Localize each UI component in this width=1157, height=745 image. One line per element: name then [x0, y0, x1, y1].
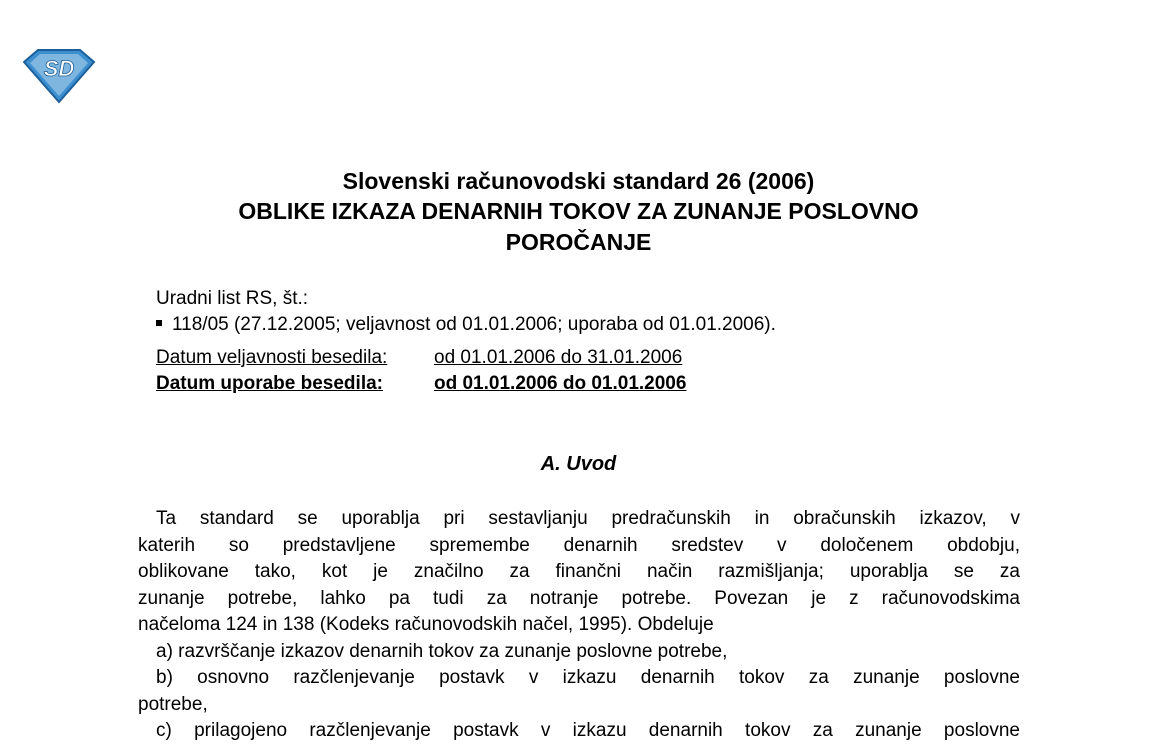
use-date-value: od 01.01.2006 do 01.01.2006	[434, 373, 687, 394]
list-item-b-cont: potrebe,	[138, 693, 208, 715]
paragraph-line: načeloma 124 in 138 (Kodeks računovodskih načel, 1995). Obdeluje	[138, 614, 714, 635]
sd-logo-icon	[22, 48, 96, 104]
paragraph-line: Ta standard se uporablja pri sestavljanju predračunskih in obračunskih izkazov, v	[156, 508, 1020, 529]
validity-date-label: Datum veljavnosti besedila:	[156, 347, 388, 368]
intro-paragraph	[138, 506, 1020, 745]
paragraph-line: zunanje potrebe, lahko pa tudi za notranje potrebe. Povezan je z računovodskima	[138, 587, 1020, 609]
gazette-label: Uradni list RS, št.:	[156, 288, 309, 309]
section-heading: A. Uvod	[540, 453, 617, 475]
document-subtitle-line1: OBLIKE IZKAZA DENARNIH TOKOV ZA ZUNANJE POSLOVNO	[238, 198, 919, 224]
list-item-c: c) prilagojeno razčlenjevanje postavk v izkazu denarnih tokov za zunanje poslovne	[156, 720, 1020, 741]
gazette-entry	[156, 314, 776, 336]
paragraph-line: katerih so predstavljene spremembe denarnih sredstev v določenem obdobju,	[138, 534, 1020, 556]
use-date-row	[156, 373, 686, 395]
svg-text:SD: SD	[43, 56, 75, 81]
document-title: Slovenski računovodski standard 26 (2006)	[342, 168, 815, 194]
gazette-entry-text: 118/05 (27.12.2005; veljavnost od 01.01.2006; uporaba od 01.01.2006).	[172, 314, 776, 335]
bullet-icon	[156, 320, 162, 326]
validity-date-value: od 01.01.2006 do 31.01.2006	[434, 347, 683, 368]
paragraph-line: oblikovane tako, kot je značilno za finančni način razmišljanja; uporablja se za	[138, 561, 1020, 582]
document-subtitle-line2: POROČANJE	[505, 229, 652, 255]
validity-date-row	[156, 347, 682, 369]
use-date-label: Datum uporabe besedila:	[156, 373, 383, 394]
list-item-a: a) razvrščanje izkazov denarnih tokov za zunanje poslovne potrebe,	[156, 640, 728, 662]
list-item-b: b) osnovno razčlenjevanje postavk v izkazu denarnih tokov za zunanje poslovne	[156, 667, 1020, 688]
